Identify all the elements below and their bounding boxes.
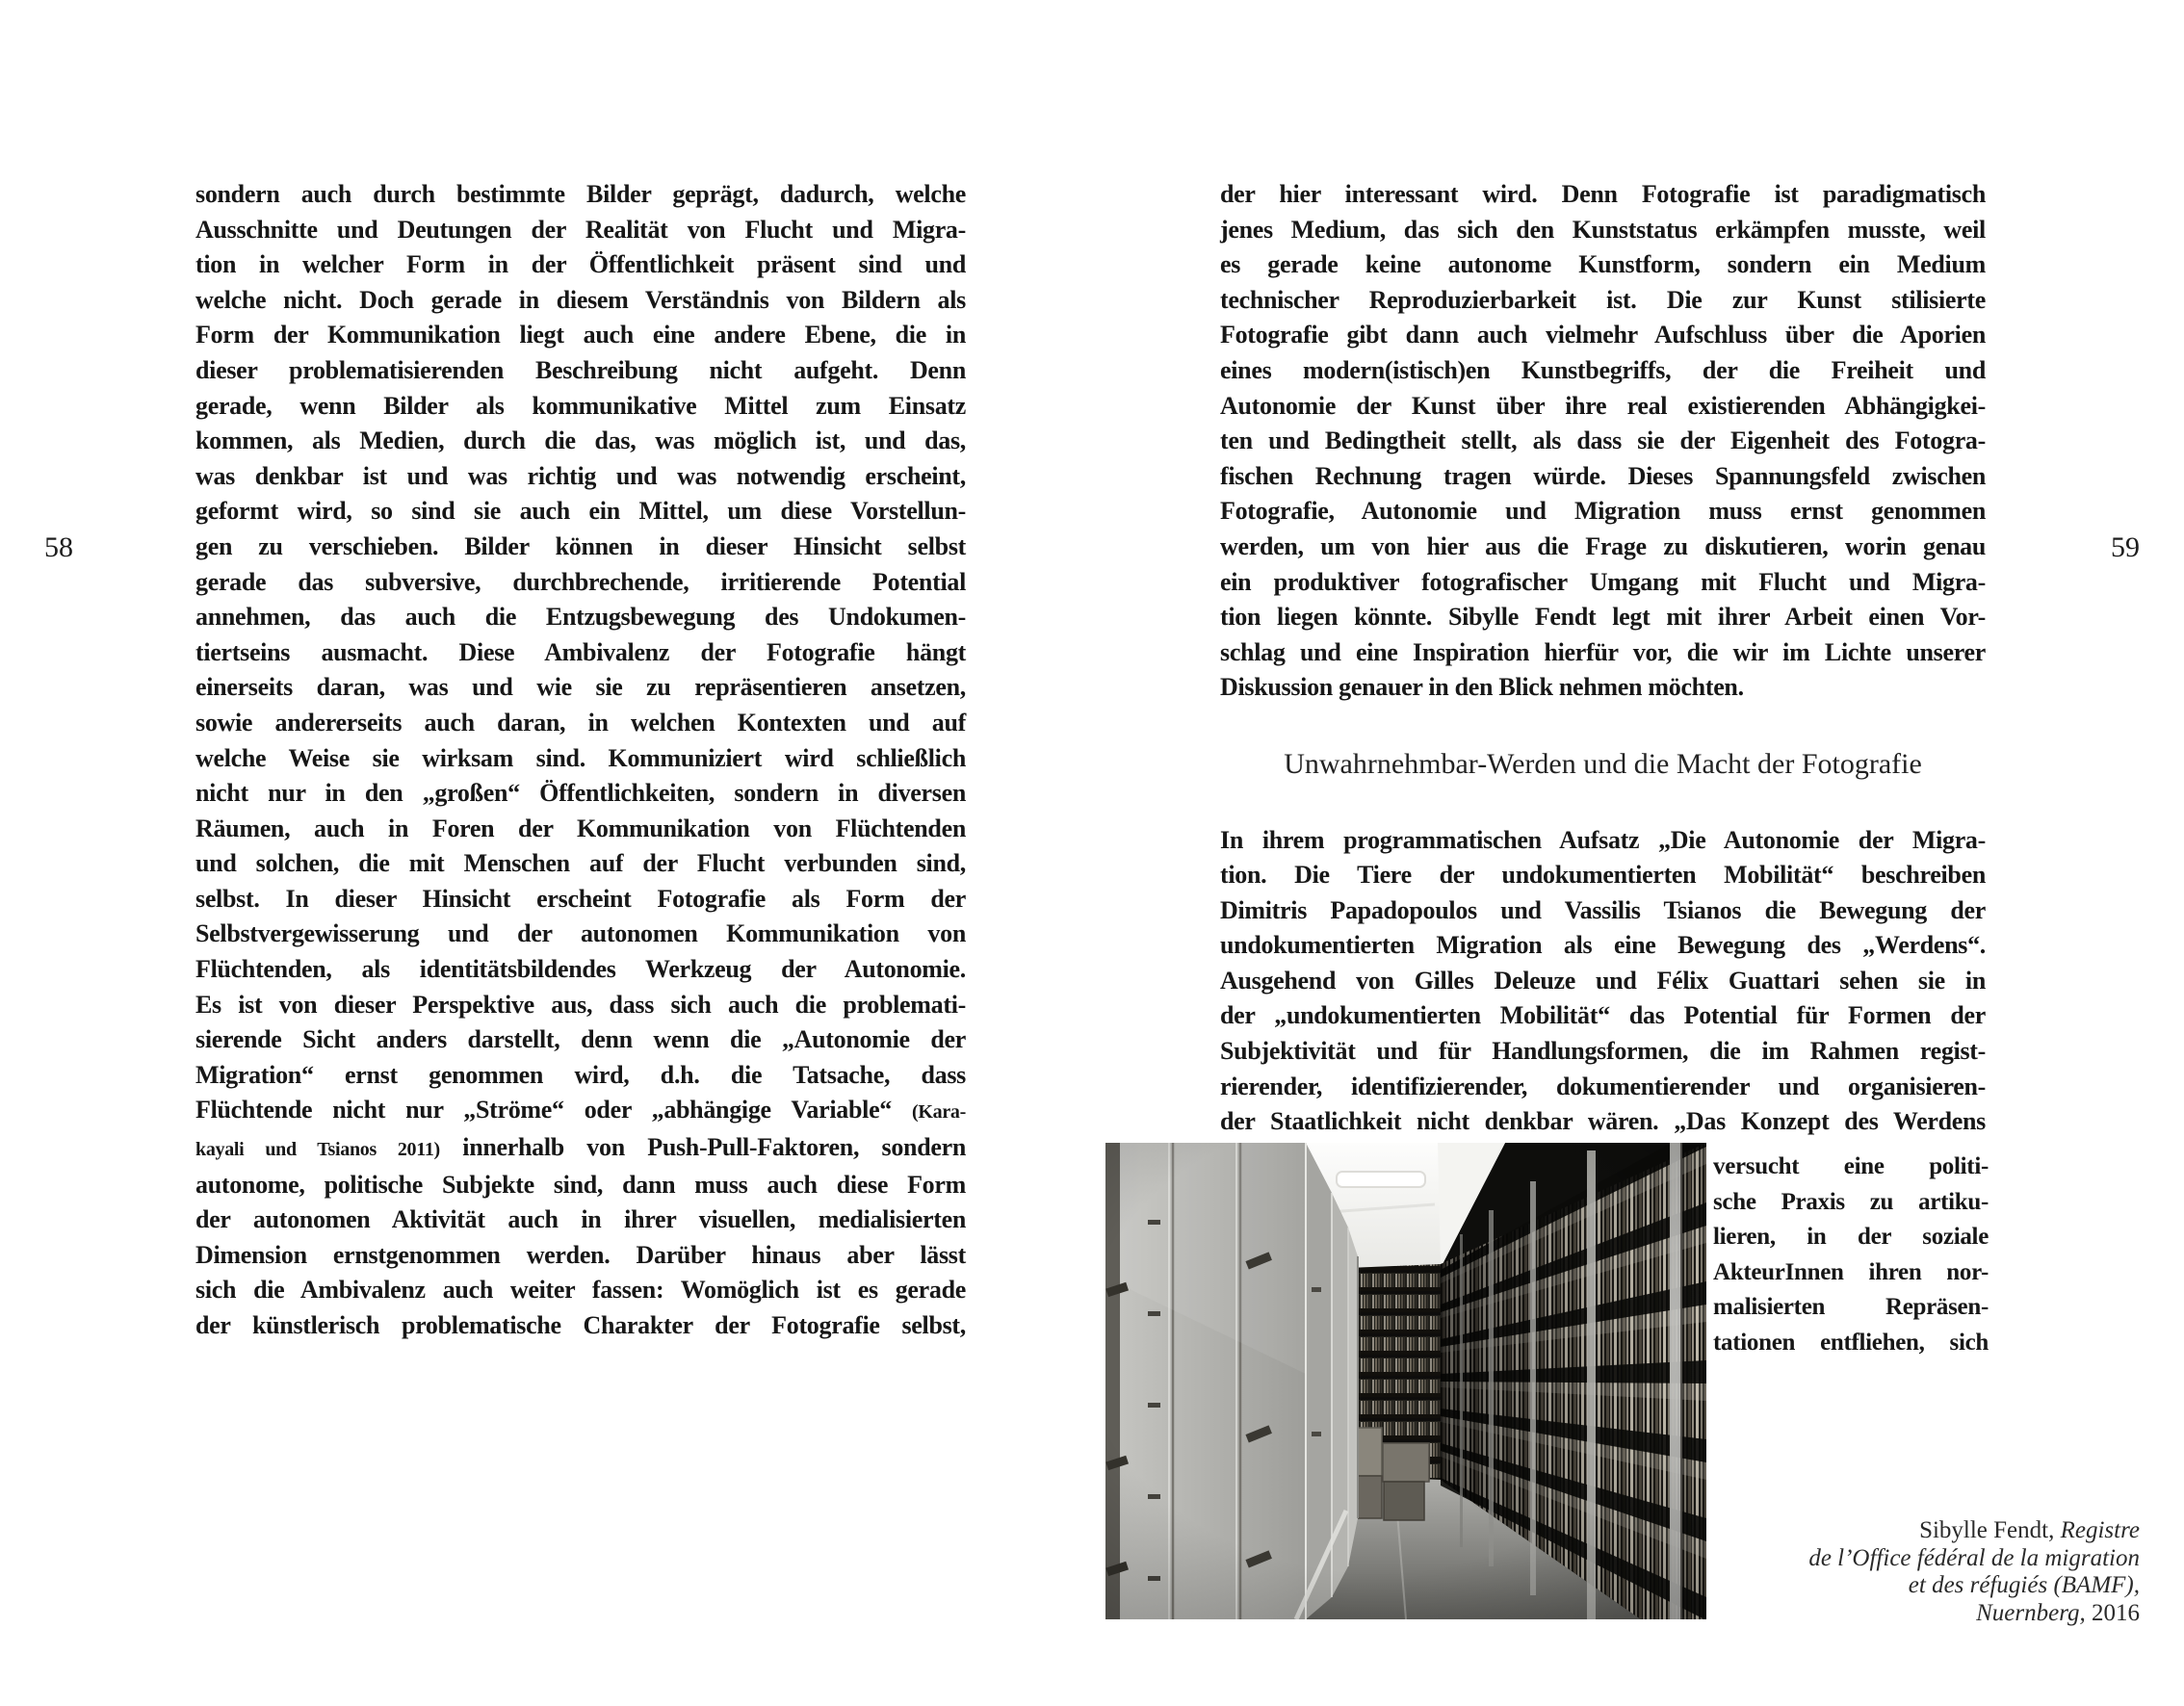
text-line: lieren, in der soziale [1713,1224,1989,1251]
text-line: tion in welcher Form in der Öffentlichkeit präsent sind und [195,250,966,279]
text-line: sche Praxis zu artiku- [1713,1188,1989,1215]
text-line: Diskussion genauer in den Blick nehmen möchten. [1220,673,1744,702]
text-line: annehmen, das auch die Entzugsbewegung des Undokumen- [195,603,966,632]
text-line: der Staatlichkeit nicht denkbar wären. „Das Konzept des Werdens [1220,1107,1986,1136]
text-line: schlag und eine Inspiration hierfür vor, die wir im Lichte unserer [1220,637,1986,666]
text-line: ein produktiver fotografischer Umgang mit Flucht und Migra- [1220,567,1986,596]
text-line: tationen entfliehen, sich [1713,1329,1989,1356]
text-line: rierender, identifizierender, dokumentierender und organisieren- [1220,1072,1986,1100]
caption-line: et des réfugiés (BAMF), [1908,1572,2140,1598]
text-line: der künstlerisch problematische Charakter der Fotografie selbst, [195,1311,966,1339]
text-line: kommen, als Medien, durch die das, was möglich ist, und das, [195,426,966,455]
text-line: nicht nur in den „großen“ Öffentlichkeiten, sondern in diversen [195,779,966,808]
text-line: selbst. In dieser Hinsicht erscheint Fotografie als Form der [195,884,966,913]
photo-caption [1543,1517,2140,1627]
text-line: dieser problematisierenden Beschreibung nicht aufgeht. Denn [195,355,966,384]
text-line: Fotografie gibt dann auch vielmehr Aufschluss über die Aporien [1220,321,1986,349]
text-line: ten und Bedingtheit stellt, als dass sie der Eigenheit des Fotogra- [1220,426,1986,455]
text-line: Subjektivität und für Handlungsformen, die im Rahmen regist- [1220,1037,1986,1066]
text-line: Dimitris Papadopoulos und Vassilis Tsianos die Bewegung der [1220,895,1986,924]
text-line: der „undokumentierten Mobilität“ das Potential für Formen der [1220,1001,1986,1030]
text-line: Fotografie, Autonomie und Migration muss ernst genommen [1220,497,1986,526]
section-heading: Unwahrnehmbar-Werden und die Macht der Fotografie [1284,747,1922,780]
text-line: jenes Medium, das sich den Kunststatus erkämpfen musste, weil [1220,215,1986,244]
text-line: der hier interessant wird. Denn Fotografie ist paradigmatisch [1220,180,1986,208]
text-line: In ihrem programmatischen Aufsatz „Die Autonomie der Migra- [1220,825,1986,854]
caption-line: Nuernberg, 2016 [1976,1599,2140,1626]
text-line: versucht eine politi- [1713,1153,1989,1179]
text-line: Flüchtenden, als identitätsbildendes Werkzeug der Autonomie. [195,955,966,984]
text-line: Ausgehend von Gilles Deleuze und Félix Guattari sehen sie in [1220,966,1986,995]
page-number-right: 59 [2111,531,2140,563]
text-line: und solchen, die mit Menschen auf der Flucht verbunden sind, [195,849,966,878]
left-page-text [195,177,966,1344]
text-line: undokumentierten Migration als eine Bewegung des „Werdens“. [1220,931,1986,960]
text-line: tion liegen könnte. Sibylle Fendt legt mit ihrer Arbeit einen Vor- [1220,603,1986,632]
text-line: einerseits daran, was und wie sie zu repräsentieren ansetzen, [195,673,966,702]
text-line: Ausschnitte und Deutungen der Realität von Flucht und Migra- [195,215,966,244]
text-line: der autonomen Aktivität auch in ihrer visuellen, medialisierten [195,1205,966,1234]
text-line: tion. Die Tiere der undokumentierten Mobilität“ beschreiben [1220,861,1986,890]
page-number-left: 58 [44,531,73,563]
paragraph-two [1220,823,1986,1140]
text-line: sondern auch durch bestimmte Bilder geprägt, dadurch, welche [195,180,966,208]
text-line: gerade das subversive, durchbrechende, irritierende Potential [195,567,966,596]
text-line: Es ist von dieser Perspektive aus, dass sich auch die problemati- [195,990,966,1019]
text-line: eines modern(istisch)en Kunstbegriffs, der die Freiheit und [1220,355,1986,384]
text-line: Flüchtende nicht nur „Ströme“ oder „abhängige Variable“ (Kara- [195,1096,966,1124]
caption-line: Sibylle Fendt, Registre [1919,1517,2140,1543]
paragraph-one [1220,177,1986,706]
text-line: tiertseins ausmacht. Diese Ambivalenz der Fotografie hängt [195,637,966,666]
text-line: was denkbar ist und was richtig und was notwendig erscheint, [195,461,966,490]
text-line: gen zu verschieben. Bilder können in dieser Hinsicht selbst [195,531,966,560]
text-line: Autonomie der Kunst über ihre real existierenden Abhängigkei- [1220,391,1986,420]
text-line: werden, um von hier aus die Frage zu diskutieren, worin genau [1220,531,1986,560]
text-line: Selbstvergewisserung und der autonomen Kommunikation von [195,919,966,948]
right-page-text [1220,177,1986,1140]
text-line: autonome, politische Subjekte sind, dann muss auch diese Form [195,1170,966,1199]
text-line: Migration“ ernst genommen wird, d.h. die Tatsache, dass [195,1060,966,1089]
photo-wrap-text [1713,1150,1989,1361]
text-line: sowie andererseits auch daran, in welchen Kontexten und auf [195,708,966,737]
text-line: sich die Ambivalenz auch weiter fassen: Womöglich ist es gerade [195,1276,966,1305]
text-line: AkteurInnen ihren nor- [1713,1258,1989,1285]
text-line: fischen Rechnung tragen würde. Dieses Spannungsfeld zwischen [1220,461,1986,490]
text-line: Räumen, auch in Foren der Kommunikation von Flüchtenden [195,814,966,842]
text-line: geformt wird, so sind sie auch ein Mittel, um diese Vorstellun- [195,497,966,526]
text-line: es gerade keine autonome Kunstform, sondern ein Medium [1220,250,1986,279]
text-line: Form der Kommunikation liegt auch eine andere Ebene, die in [195,321,966,349]
text-line: technischer Reproduzierbarkeit ist. Die zur Kunst stilisierte [1220,285,1986,314]
text-line: welche Weise sie wirksam sind. Kommuniziert wird schließlich [195,743,966,772]
text-line: sierende Sicht anders darstellt, denn wenn die „Autonomie der [195,1025,966,1054]
text-line: malisierten Repräsen- [1713,1294,1989,1321]
text-line: Dimension ernstgenommen werden. Darüber hinaus aber lässt [195,1240,966,1269]
text-line: welche nicht. Doch gerade in diesem Verständnis von Bildern als [195,285,966,314]
text-line: kayali und Tsianos 2011) innerhalb von Push-Pull-Faktoren, sondern [195,1133,966,1162]
text-line: gerade, wenn Bilder als kommunikative Mittel zum Einsatz [195,391,966,420]
caption-line: de l’Office fédéral de la migration [1808,1544,2140,1571]
